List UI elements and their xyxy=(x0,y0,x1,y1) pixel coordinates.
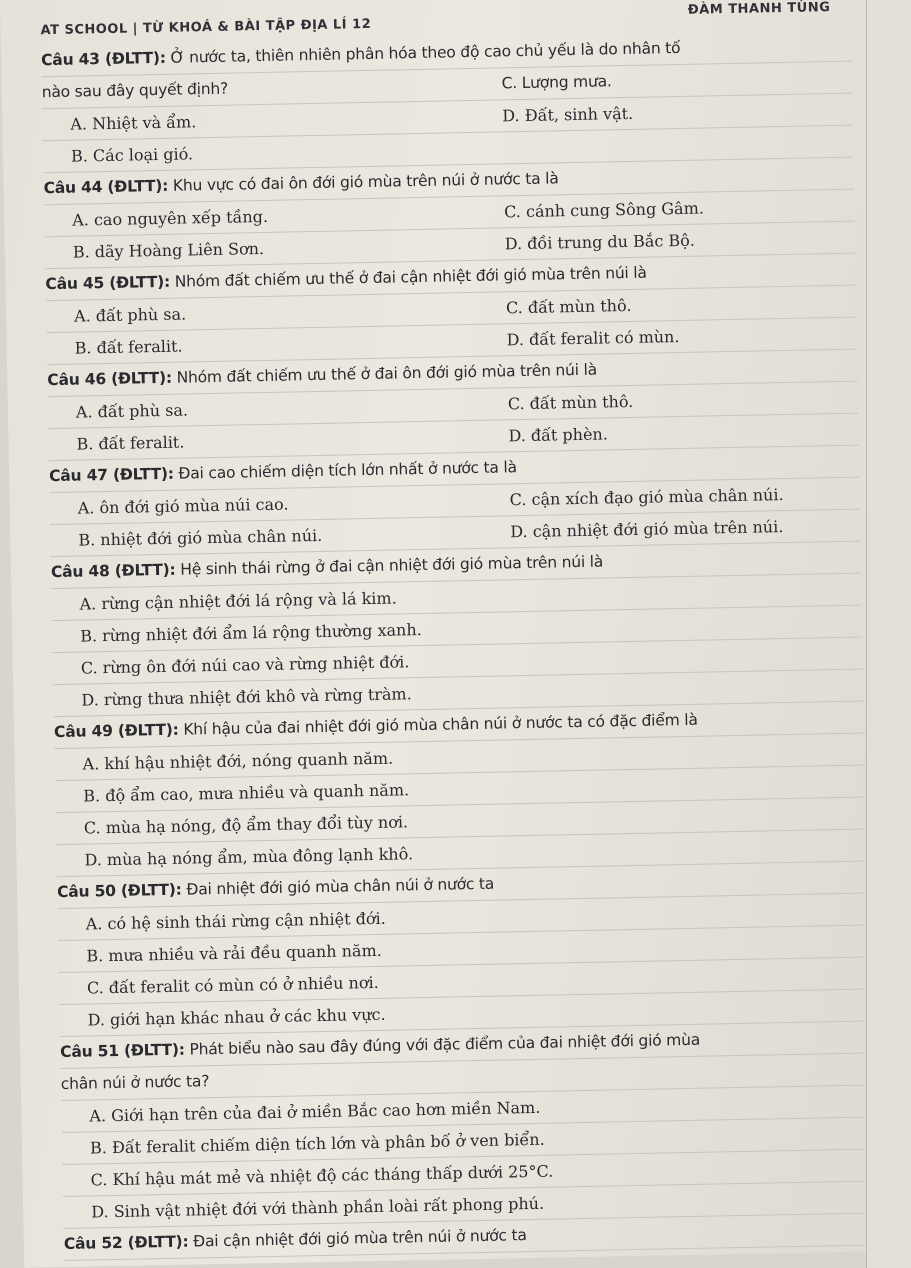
question-label: Câu 46 (ĐLTT): xyxy=(47,368,173,390)
option-d: D. rừng thưa nhiệt đới khô và rừng tràm. xyxy=(53,670,863,718)
option-c: C. rừng ôn đới núi cao và rừng nhiệt đới. xyxy=(53,638,863,686)
option-d: D. giới hạn khác nhau ở các khu vực. xyxy=(59,989,869,1037)
option-a: A. khí hậu nhiệt đới, nóng quanh năm. xyxy=(54,734,864,782)
question-45-stem: Câu 45 (ĐLTT): Nhóm đất chiếm ưu thế ở đai cận nhiệt đới gió mùa trên núi là xyxy=(45,254,855,302)
adjacent-page-edge xyxy=(866,0,911,1268)
question-51-stem: Câu 51 (ĐLTT): Phát biểu nào sau đây đúng với đặc điểm của đai nhiệt đới gió mùa xyxy=(60,1021,870,1069)
header-left: AT SCHOOL | TỪ KHOÁ & BÀI TẬP ĐỊA LÍ 12 xyxy=(40,16,372,39)
option-c: C. đất feralit có mùn có ở nhiều nơi. xyxy=(59,958,869,1006)
question-label: Câu 50 (ĐLTT): xyxy=(56,880,182,902)
option-d: D. mùa hạ nóng ẩm, mùa đông lạnh khô. xyxy=(56,830,866,878)
question-label: Câu 52 (ĐLTT): xyxy=(63,1232,189,1254)
option-b: B. Các loại gió. xyxy=(70,144,194,166)
option-b: B. mưa nhiều và rải đều quanh năm. xyxy=(58,926,868,974)
question-label: Câu 51 (ĐLTT): xyxy=(60,1040,185,1062)
option-c: C. đất mùn thô. xyxy=(505,295,632,318)
option-b: B. độ ẩm cao, mưa nhiều và quanh năm. xyxy=(55,766,865,814)
option-a: A. Nhiệt và ẩm. xyxy=(70,112,197,134)
question-label: Câu 44 (ĐLTT): xyxy=(43,176,169,198)
option-b: B. rừng nhiệt đới ẩm lá rộng thường xanh. xyxy=(52,606,862,654)
option-b: B. dãy Hoàng Liên Sơn. xyxy=(72,238,265,262)
option-b: B. đất feralit. xyxy=(74,336,183,358)
option-a: A. đất phù sa. xyxy=(73,304,187,326)
option-b: B. nhiệt đới gió mùa chân núi. xyxy=(78,525,323,550)
question-list xyxy=(41,30,874,1261)
option-d: D. đất feralit có mùn. xyxy=(506,327,680,350)
question-48-stem: Câu 48 (ĐLTT): Hệ sinh thái rừng ở đai cận nhiệt đới gió mùa trên núi là xyxy=(51,542,861,590)
question-51-stem-cont: chân núi ở nước ta? xyxy=(61,1053,871,1101)
question-label: Câu 48 (ĐLTT): xyxy=(50,560,176,582)
question-44-stem: Câu 44 (ĐLTT): Khu vực có đai ôn đới gió mùa trên núi ở nước ta là xyxy=(43,158,853,206)
option-c: C. Khí hậu mát mẻ và nhiệt độ các tháng thấp dưới 25°C. xyxy=(62,1149,872,1197)
option-a: A. có hệ sinh thái rừng cận nhiệt đới. xyxy=(57,894,867,942)
option-b: B. đất feralit. xyxy=(76,432,185,454)
option-d: D. Đất, sinh vật. xyxy=(502,103,634,126)
option-a: A. Giới hạn trên của đai ở miền Bắc cao hơn miền Nam. xyxy=(61,1085,871,1133)
option-d: D. đất phèn. xyxy=(508,424,609,446)
question-52-stem: Câu 52 (ĐLTT): Đai cận nhiệt đới gió mùa trên núi ở nước ta xyxy=(64,1213,874,1261)
question-label: Câu 45 (ĐLTT): xyxy=(45,272,171,294)
question-43-stem-cont: nào sau đây quyết định? C. Lượng mưa. xyxy=(41,62,851,110)
option-d: D. cận nhiệt đới gió mùa trên núi. xyxy=(510,517,784,542)
option-c: C. đất mùn thô. xyxy=(507,391,634,414)
question-label: Câu 43 (ĐLTT): xyxy=(40,48,166,70)
header-author: ĐÀM THANH TÙNG xyxy=(687,0,831,18)
question-label: Câu 49 (ĐLTT): xyxy=(53,720,179,742)
option-b: B. Đất feralit chiếm diện tích lớn và phân bố ở ven biển. xyxy=(62,1117,872,1165)
question-46-stem: Câu 46 (ĐLTT): Nhóm đất chiếm ưu thế ở đai ôn đới gió mùa trên núi là xyxy=(47,350,857,398)
option-c: C. Lượng mưa. xyxy=(501,72,612,93)
question-label: Câu 47 (ĐLTT): xyxy=(48,464,174,486)
question-43-stem: Câu 43 (ĐLTT): Ở nước ta, thiên nhiên phân hóa theo độ cao chủ yếu là do nhân tố xyxy=(41,30,851,78)
question-49-stem: Câu 49 (ĐLTT): Khí hậu của đai nhiệt đới gió mùa chân núi ở nước ta có đặc điểm là xyxy=(54,702,864,750)
option-d: D. Sinh vật nhiệt đới với thành phần loài rất phong phú. xyxy=(63,1181,873,1229)
option-a: A. rừng cận nhiệt đới lá rộng và lá kim. xyxy=(51,574,861,622)
option-c: C. cánh cung Sông Gâm. xyxy=(503,198,705,222)
option-c: C. mùa hạ nóng, độ ẩm thay đổi tùy nơi. xyxy=(56,798,866,846)
option-a: A. ôn đới gió mùa núi cao. xyxy=(77,494,289,518)
question-50-stem: Câu 50 (ĐLTT): Đai nhiệt đới gió mùa chân núi ở nước ta xyxy=(57,862,867,910)
option-d: D. đồi trung du Bắc Bộ. xyxy=(504,230,696,254)
option-a: A. cao nguyên xếp tầng. xyxy=(72,206,269,230)
option-c: C. cận xích đạo gió mùa chân núi. xyxy=(509,485,784,510)
question-47-stem: Câu 47 (ĐLTT): Đai cao chiếm diện tích lớn nhất ở nước ta là xyxy=(49,446,859,494)
option-a: A. đất phù sa. xyxy=(75,400,189,422)
